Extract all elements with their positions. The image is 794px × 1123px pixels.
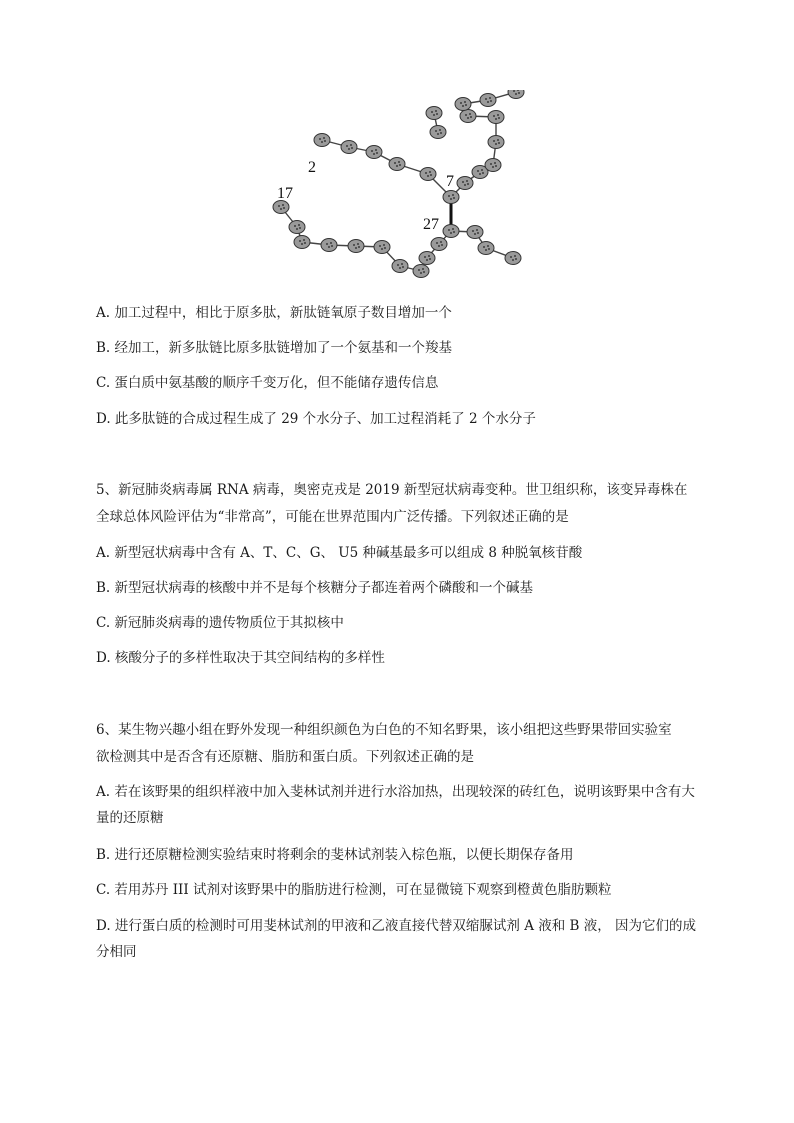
label-2: 2 bbox=[308, 159, 316, 176]
q5-option-c: C. 新冠肺炎病毒的遗传物质位于其拟核中 bbox=[96, 615, 344, 631]
amino-acid-bead bbox=[389, 158, 405, 171]
amino-acid-bead bbox=[273, 201, 289, 214]
q5-option-d: D. 核酸分子的多样性取决于其空间结构的多样性 bbox=[96, 650, 385, 666]
amino-acid-bead bbox=[366, 146, 382, 159]
q6-option-b: B. 进行还原糖检测实验结束时将剩余的斐林试剂装入棕色瓶，以便长期保存备用 bbox=[96, 847, 574, 863]
q6-stem-line-2: 欲检测其中是否含有还原糖、脂肪和蛋白质。下列叙述正确的是 bbox=[96, 749, 474, 765]
label-7: 7 bbox=[446, 173, 454, 190]
amino-acid-bead bbox=[485, 159, 501, 172]
amino-acid-bead bbox=[430, 126, 446, 139]
amino-acid-bead bbox=[455, 98, 471, 111]
amino-acid-bead bbox=[420, 168, 436, 181]
q6-stem-line-1: 6、某生物兴趣小组在野外发现一种组织颜色为白色的不知名野果，该小组把这些野果带回实验室 bbox=[96, 722, 672, 738]
amino-acid-bead bbox=[488, 136, 504, 149]
amino-acid-bead bbox=[289, 221, 305, 234]
amino-acid-bead bbox=[488, 111, 504, 124]
amino-acid-bead bbox=[374, 241, 390, 254]
amino-acid-bead bbox=[419, 252, 435, 265]
amino-acid-bead bbox=[508, 90, 524, 99]
amino-acid-bead bbox=[431, 238, 447, 251]
q5-option-a: A. 新型冠状病毒中含有 A、T、C、G、 U5 种碱基最多可以组成 8 种脱氧核苷酸 bbox=[96, 545, 583, 561]
amino-acid-bead bbox=[341, 141, 357, 154]
amino-acid-bead bbox=[413, 265, 429, 278]
q5-stem-line-2: 全球总体风险评估为“非常高”，可能在世界范围内广泛传播。下列叙述正确的是 bbox=[96, 509, 569, 525]
peptide-chain-diagram bbox=[260, 90, 530, 290]
q6-option-d: D. 进行蛋白质的检测时可用斐林试剂的甲液和乙液直接代替双缩脲试剂 A 液和 B 液， 因为它们的成分相同 bbox=[96, 918, 697, 960]
amino-acid-bead bbox=[348, 240, 364, 253]
amino-acid-bead bbox=[457, 177, 473, 190]
q6-option-c: C. 若用苏丹 III 试剂对该野果中的脂肪进行检测，可在显微镜下观察到橙黄色脂肪颗粒 bbox=[96, 882, 612, 898]
amino-acid-bead bbox=[480, 94, 496, 107]
amino-acid-bead bbox=[443, 225, 459, 238]
q5-option-b: B. 新型冠状病毒的核酸中并不是每个核糖分子都连着两个磷酸和一个碱基 bbox=[96, 580, 534, 596]
amino-acid-bead bbox=[294, 236, 310, 249]
amino-acid-bead bbox=[505, 252, 521, 265]
label-17: 17 bbox=[277, 185, 293, 202]
amino-acid-bead bbox=[314, 134, 330, 147]
q4-option-c: C. 蛋白质中氨基酸的顺序千变万化，但不能储存遗传信息 bbox=[96, 375, 439, 391]
amino-acid-bead bbox=[321, 239, 337, 252]
amino-acid-bead bbox=[467, 226, 483, 239]
amino-acid-bead bbox=[478, 242, 494, 255]
q4-option-a: A. 加工过程中，相比于原多肽，新肽链氧原子数目增加一个 bbox=[96, 305, 452, 321]
label-27: 27 bbox=[423, 216, 439, 233]
amino-acid-bead bbox=[392, 260, 408, 273]
q4-option-d: D. 此多肽链的合成过程生成了 29 个水分子、加工过程消耗了 2 个水分子 bbox=[96, 411, 536, 427]
amino-acid-bead bbox=[460, 110, 476, 123]
q4-option-b: B. 经加工，新多肽链比原多肽链增加了一个氨基和一个羧基 bbox=[96, 340, 453, 356]
amino-acid-bead bbox=[443, 191, 459, 204]
q5-stem-line-1: 5、新冠肺炎病毒属 RNA 病毒，奥密克戎是 2019 新型冠状病毒变种。世卫组织称，该变异毒株在 bbox=[96, 482, 688, 498]
q6-option-a: A. 若在该野果的组织样液中加入斐林试剂并进行水浴加热，出现较深的砖红色，说明该野果中含有大量的还原糖 bbox=[96, 784, 695, 826]
amino-acid-bead bbox=[426, 107, 442, 120]
